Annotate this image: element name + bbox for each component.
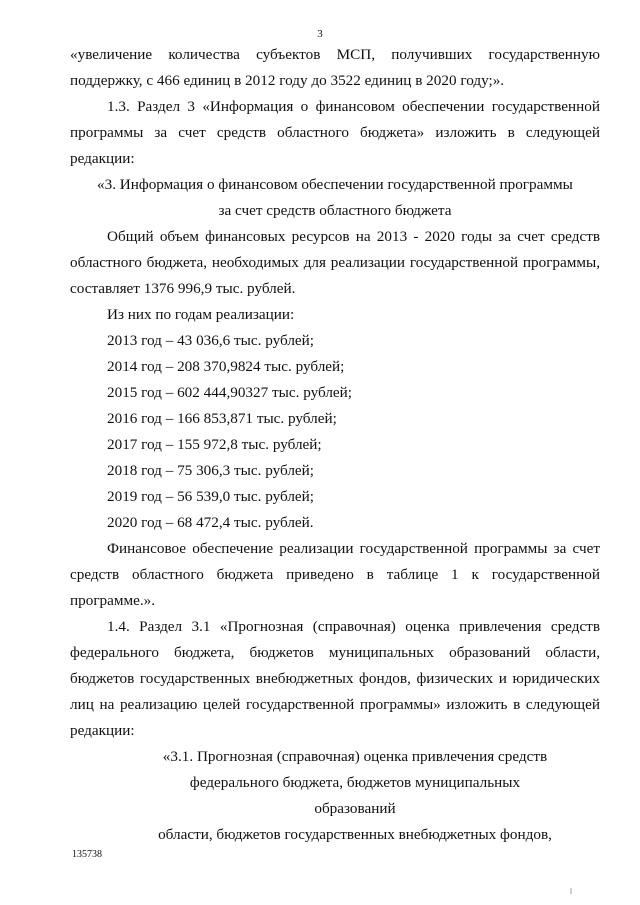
scan-mark <box>570 888 572 894</box>
list-item-year: 2018 год – 75 306,3 тыс. рублей; <box>107 462 315 479</box>
list-item-year: 2014 год – 208 370,9824 тыс. рублей; <box>107 358 345 375</box>
page-number: 3 <box>317 28 323 40</box>
document-id: 135738 <box>72 849 102 860</box>
paragraph-by-years-intro: Из них по годам реализации: <box>107 306 295 323</box>
section-3-1-heading-line-2: федерального бюджета, бюджетов муниципальных образований <box>189 774 521 817</box>
section-3-1-heading-line-3: области, бюджетов государственных внебюджетных фондов, <box>158 826 552 843</box>
yearly-funding-list <box>70 328 600 536</box>
paragraph-total-funding: Общий объем финансовых ресурсов на 2013 - 2020 годы за счет средств областного бюджета, необходимых для реализации государственной программы, составляет 1376 996,9 тыс. рублей. <box>70 228 600 297</box>
paragraph-section-3-edit: 1.3. Раздел 3 «Информация о финансовом обеспечении государственной программы за счет средств областного бюджета» изложить в следующей редакции: <box>70 98 600 167</box>
list-item-year: 2020 год – 68 472,4 тыс. рублей. <box>107 514 314 531</box>
document-body <box>70 42 600 848</box>
section-3-1-heading-line-1: «3.1. Прогнозная (справочная) оценка привлечения средств <box>162 748 548 765</box>
list-item-year: 2015 год – 602 444,90327 тыс. рублей; <box>107 384 352 401</box>
section-3-heading-line-2: за счет средств областного бюджета <box>218 202 452 219</box>
paragraph-table-reference: Финансовое обеспечение реализации государственной программы за счет средств областного бюджета приведено в таблице 1 к государственной программе.». <box>70 540 600 609</box>
list-item-year: 2019 год – 56 539,0 тыс. рублей; <box>107 488 315 505</box>
paragraph-section-3-1-edit: 1.4. Раздел 3.1 «Прогнозная (справочная) оценка привлечения средств федерального бюджета, бюджетов муниципальных образований области, бюджетов государственных внебюджетных фондов, физических и юридических лиц на реализацию целей государственной программы» изложить в следующей редакции: <box>70 618 600 739</box>
paragraph-msp-support: «увеличение количества субъектов МСП, получивших государственную поддержку, с 466 единиц в 2012 году до 3522 единиц в 2020 году;». <box>70 46 600 89</box>
list-item-year: 2013 год – 43 036,6 тыс. рублей; <box>107 332 315 349</box>
section-3-heading-line-1: «3. Информация о финансовом обеспечении государственной программы <box>97 176 573 193</box>
list-item-year: 2017 год – 155 972,8 тыс. рублей; <box>107 436 322 453</box>
section-3-1-heading <box>70 744 600 848</box>
list-item-year: 2016 год – 166 853,871 тыс. рублей; <box>107 410 337 427</box>
